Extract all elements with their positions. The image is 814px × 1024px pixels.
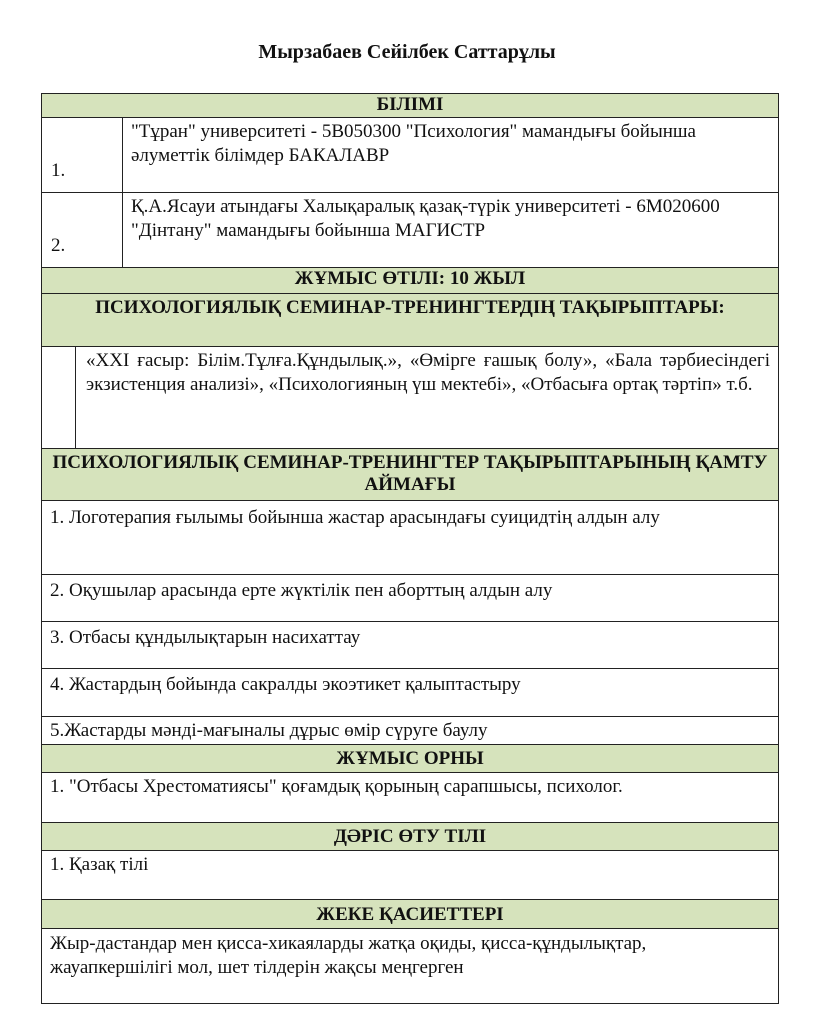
topics-row [41, 347, 779, 449]
education-num: 2. [42, 193, 123, 267]
language-text: 1. Қазақ тілі [41, 851, 779, 900]
qualities-text: Жыр-дастандар мен қисса-хикаяларды жатқа оқиды, қисса-құндылықтар, жауапкершілігі мол, шет тілдерін жақсы меңгерген [41, 929, 779, 1004]
scope-header: ПСИХОЛОГИЯЛЫҚ СЕМИНАР-ТРЕНИНГТЕР ТАҚЫРЫПТАРЫНЫҢ ҚАМТУ АЙМАҒЫ [41, 449, 779, 501]
language-header: ДӘРІС ӨТУ ТІЛІ [41, 823, 779, 851]
education-row [41, 193, 779, 268]
topics-spacer [42, 347, 76, 448]
education-row [41, 118, 779, 193]
qualities-header: ЖЕКЕ ҚАСИЕТТЕРІ [41, 900, 779, 929]
education-header: БІЛІМІ [41, 93, 779, 118]
scope-item: 1. Логотерапия ғылымы бойынша жастар арасындағы суицидтің алдын алу [41, 501, 779, 575]
scope-item: 3. Отбасы құндылықтарын насихаттау [41, 622, 779, 669]
scope-item: 2. Оқушылар арасында ерте жүктілік пен аборттың алдын алу [41, 575, 779, 622]
education-text: "Тұран" университеті - 5В050300 "Психология" мамандығы бойынша әлуметтік білімдер БАКАЛАВР [131, 121, 696, 166]
topics-header: ПСИХОЛОГИЯЛЫҚ СЕМИНАР-ТРЕНИНГТЕРДІҢ ТАҚЫРЫПТАРЫ: [41, 294, 779, 347]
experience-header: ЖҰМЫС ӨТІЛІ: 10 ЖЫЛ [41, 268, 779, 294]
scope-item: 4. Жастардың бойында сакралды экоэтикет қалыптастыру [41, 669, 779, 717]
education-text: Қ.А.Ясауи атындағы Халықаралық қазақ-түрік университеті - 6М020600 "Дінтану" мамандығы бойынша МАГИСТР [131, 196, 720, 241]
education-num: 1. [42, 118, 123, 192]
topics-text: «XXI ғасыр: Білім.Тұлға.Құндылық.», «Өмірге ғашық болу», «Бала тәрбиесіндегі экзистенция анализі», «Психологияның үш мектебі», «Отбасыға ортақ тәртіп» т.б. [86, 350, 770, 395]
workplace-text: 1. "Отбасы Хрестоматиясы" қоғамдық қорының сарапшысы, психолог. [41, 773, 779, 823]
resume-table [41, 93, 779, 1004]
scope-item: 5.Жастарды мәнді-мағыналы дұрыс өмір сүруге баулу [41, 717, 779, 745]
workplace-header: ЖҰМЫС ОРНЫ [41, 745, 779, 773]
person-name: Мырзабаев Сейілбек Саттарұлы [258, 41, 556, 63]
